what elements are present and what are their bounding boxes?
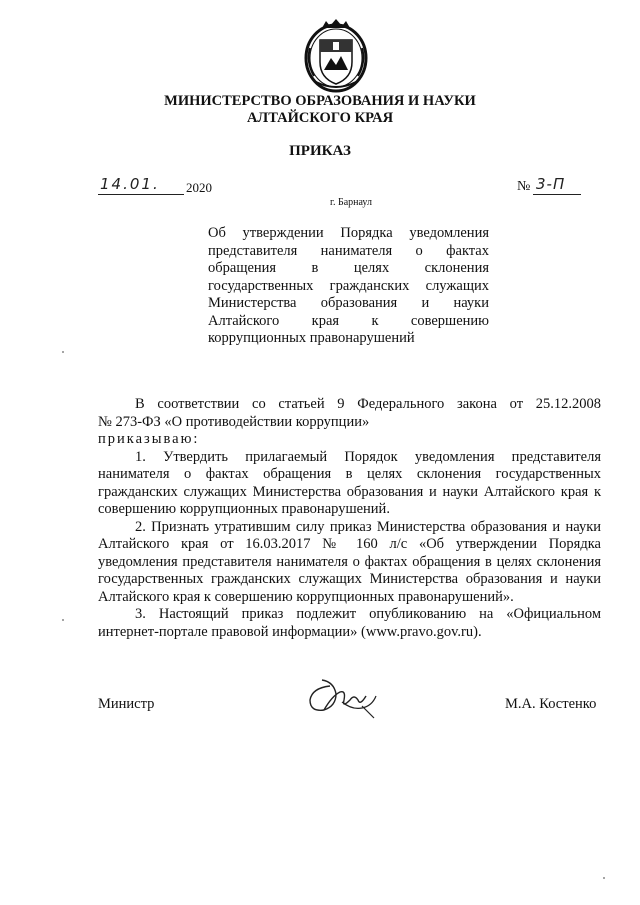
- order-item-1: 1. Утвердить прилагаемый Порядок уведомления представителя нанимателя о фактах обращения в целях склонения государственных гражданских служащих Министерства образования и науки Алтайского края к совершению коррупционных правонарушений.: [98, 448, 601, 517]
- number-handwritten: 3-П: [536, 175, 566, 193]
- signer-position: Министр: [98, 696, 155, 712]
- scan-speck: [62, 619, 64, 621]
- order-item-2: 2. Признать утратившим силу приказ Министерства образования и науки Алтайского края от 16.03.2017 № 160 л/с «Об утверждении Порядка уведомления представителя нанимателя о фактах обращения в целях склонения государственных гражданских служащих Министерства образования и науки Алтайского края к совершению коррупционных правонарушений».: [98, 518, 601, 605]
- order-body: [98, 396, 601, 641]
- order-item-3: 3. Настоящий приказ подлежит опубликованию на «Официальном интернет-портале правовой информации» (www.pravo.gov.ru).: [98, 606, 601, 640]
- order-word: приказываю:: [98, 431, 200, 447]
- intro-line2: № 273-ФЗ «О противодействии коррупции»: [98, 413, 370, 430]
- date-year: 2020: [186, 180, 212, 195]
- ministry-title-line2: АЛТАЙСКОГО КРАЯ: [246, 110, 394, 126]
- ministry-title-line1: МИНИСТЕРСТВО ОБРАЗОВАНИЯ И НАУКИ: [164, 93, 476, 109]
- intro-line1: В соответствии со статьей 9 Федерального закона от 25.12.2008: [135, 396, 601, 412]
- city-label: г. Барнаул: [330, 197, 372, 208]
- scan-speck: [603, 877, 605, 879]
- handwritten-signature-icon: [302, 666, 386, 720]
- document-type-title: ПРИКАЗ: [289, 143, 351, 159]
- number-sign: №: [517, 179, 531, 194]
- date-handwritten: 14.01.: [100, 175, 160, 193]
- signer-name: М.А. Костенко: [505, 696, 597, 712]
- coat-of-arms-icon: [300, 18, 372, 94]
- scan-speck: [62, 351, 64, 353]
- order-subject: Об утверждении Порядка уведомления представителя нанимателя о фактах обращения в целях склонения государственных гражданских служащих Министерства образования и науки Алтайского края к совершению коррупционных правонарушений: [208, 225, 489, 346]
